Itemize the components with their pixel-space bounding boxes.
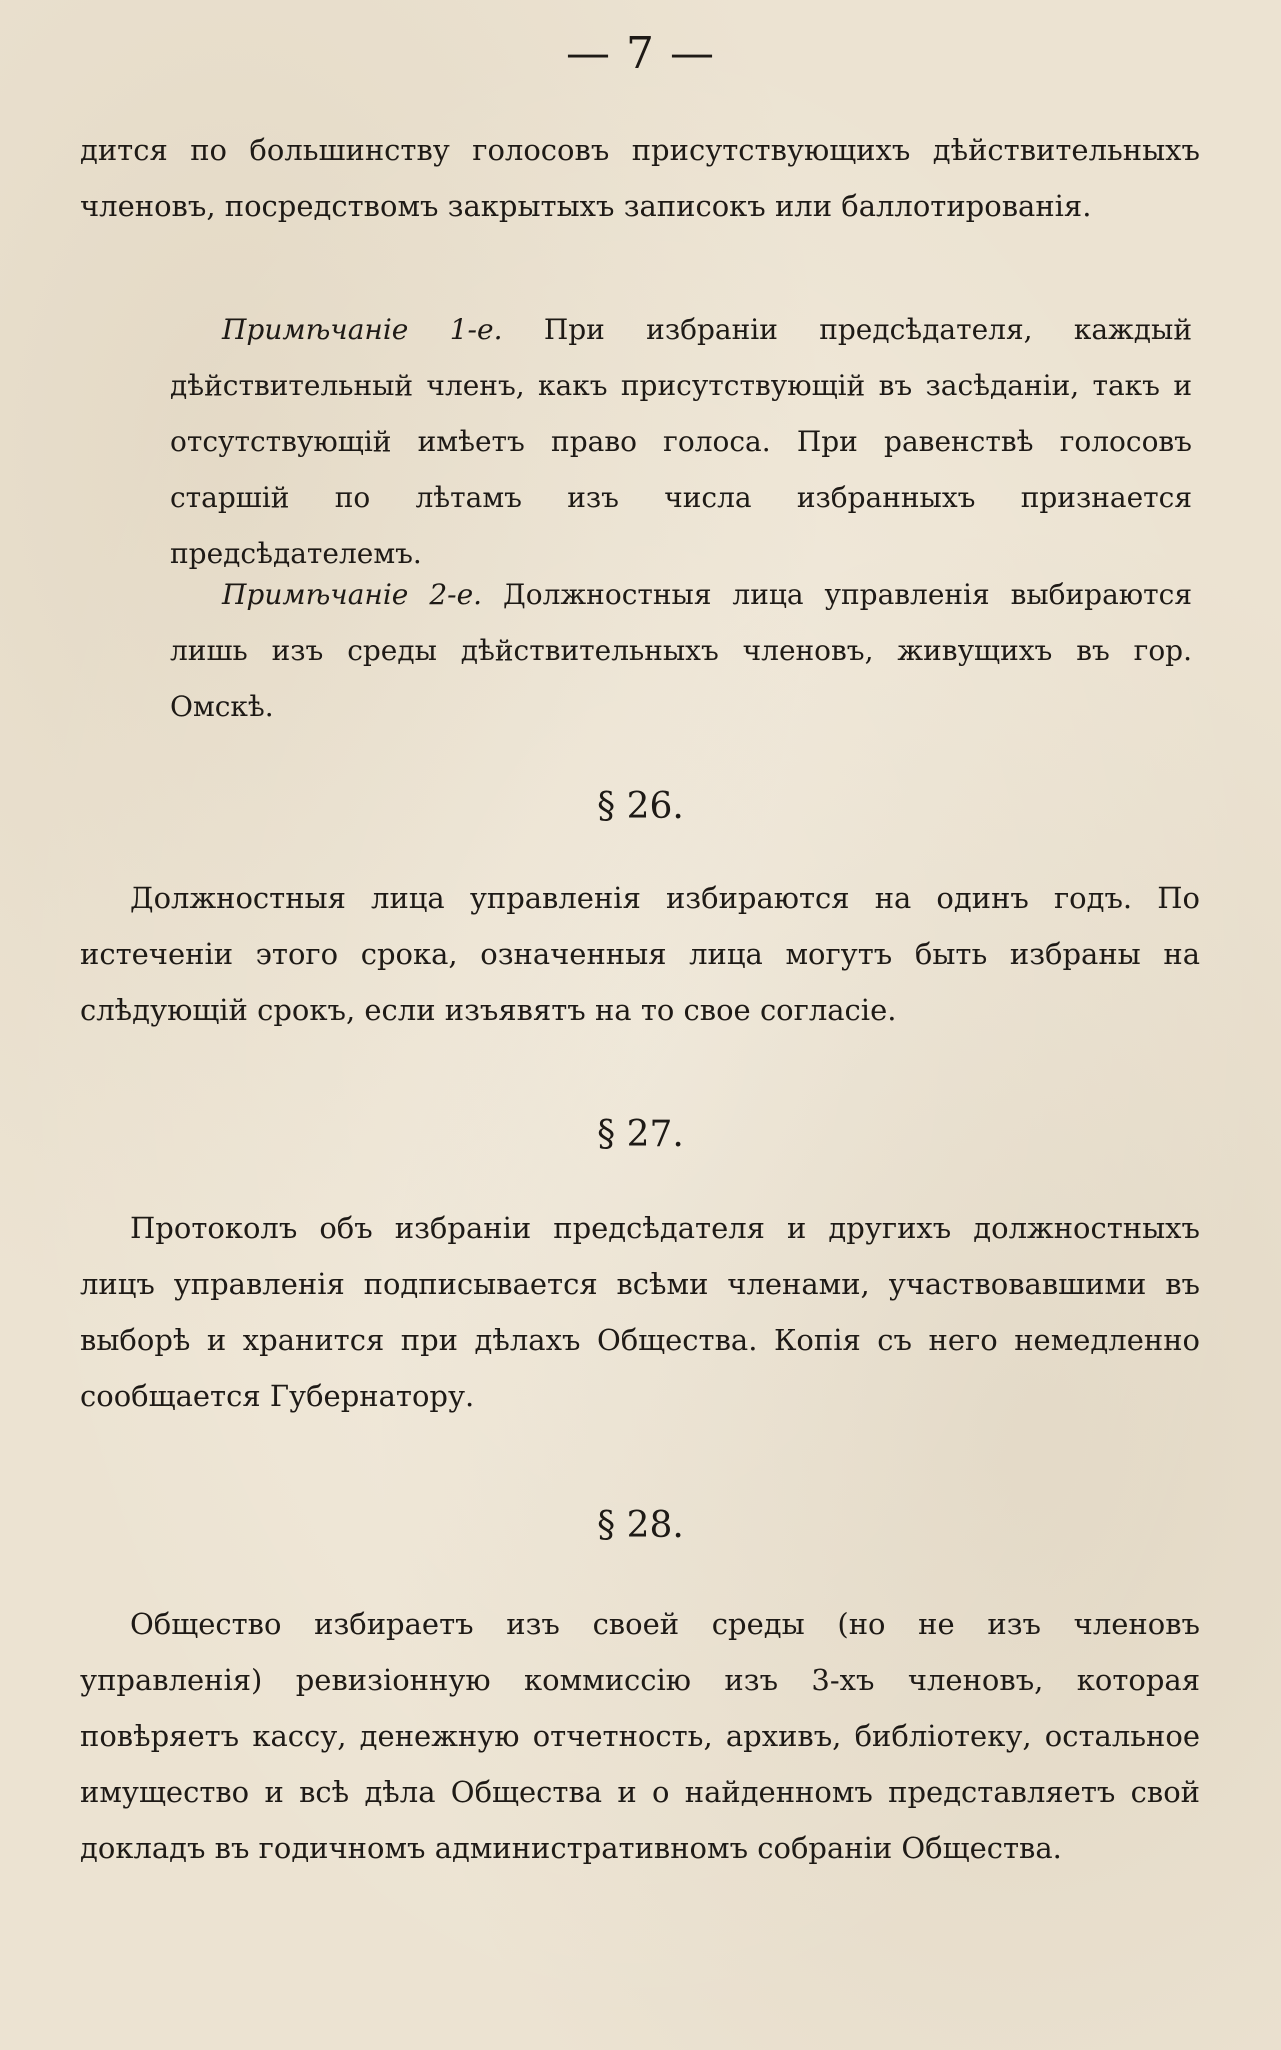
note-2-text: Должностныя лица управленія выбираются лишь изъ среды дѣйствительныхъ членовъ, живущихъ въ гор. Омскѣ. (170, 578, 1193, 723)
section-text-26 (80, 870, 1200, 1038)
note-1-text: При избраніи предсѣдателя, каждый дѣйствительный членъ, какъ присутствующій въ засѣданіи, такъ и отсутствующій имѣетъ право голоса. При равенствѣ голосовъ старшій по лѣтамъ изъ числа избранныхъ признается предсѣдателемъ. (170, 313, 1192, 570)
section-heading-27: § 27. (597, 1114, 684, 1155)
note-1-label: Примѣчаніе 1-е. (222, 313, 503, 346)
section-text-27 (80, 1200, 1200, 1424)
section-text-28 (80, 1596, 1200, 1876)
section-heading-26: § 26. (597, 786, 684, 827)
section-text-26-body: Должностныя лица управленія избираются на одинъ годъ. По истеченіи этого срока, означенныя лица могутъ быть избраны на слѣдующій срокъ, если изъявятъ на то свое согласіе. (80, 881, 1200, 1027)
note-2 (170, 567, 1192, 735)
note-1 (170, 302, 1192, 582)
section-heading-28: § 28. (597, 1505, 684, 1546)
section-text-28-body: Общество избираетъ изъ своей среды (но не изъ членовъ управленія) ревизіонную коммиссію изъ 3-хъ членовъ, которая повѣряетъ кассу, денежную отчетность, архивъ, библіотеку, остальное имущество и всѣ дѣла Общества и о найденномъ представляетъ свой докладъ въ годичномъ административномъ собраніи Общества. (80, 1607, 1200, 1865)
section-text-27-body: Протоколъ объ избраніи предсѣдателя и другихъ должностныхъ лицъ управленія подписывается всѣми членами, участвовавшими въ выборѣ и хранится при дѣлахъ Общества. Копія съ него немедленно сообщается Губернатору. (80, 1211, 1200, 1413)
page-number: — 7 — (566, 28, 715, 79)
intro-paragraph: дится по большинству голосовъ присутствующихъ дѣйствительныхъ членовъ, посредствомъ закрытыхъ записокъ или баллотированія. (80, 133, 1200, 223)
note-2-label: Примѣчаніе 2-е. (222, 578, 483, 611)
